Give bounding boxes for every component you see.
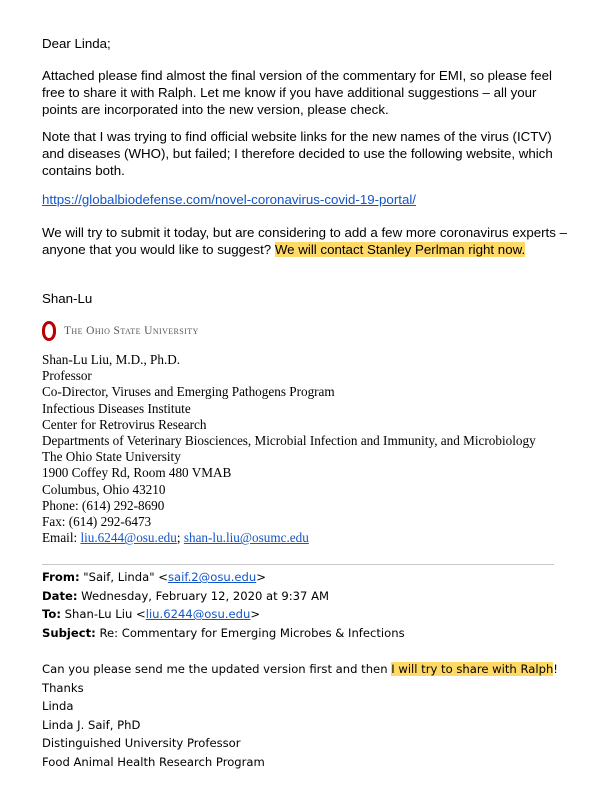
signature-line: Columbus, Ohio 43210: [42, 481, 166, 497]
signature-line: Infectious Diseases Institute: [42, 400, 191, 416]
portal-link[interactable]: https://globalbiodefense.com/novel-coronavirus-covid-19-portal/: [42, 192, 416, 207]
reply-line: Distinguished University Professor: [42, 736, 241, 750]
osu-block-o-icon: [42, 321, 56, 341]
signoff: Shan-Lu: [42, 291, 93, 306]
reply-line: Thanks: [42, 680, 84, 695]
subject-line: Subject: Re: Commentary for Emerging Microbes & Infections: [42, 625, 405, 640]
osu-logo-text: The Ohio State University: [64, 325, 199, 337]
greeting: Dear Linda;: [42, 36, 111, 51]
reply-header: [42, 568, 574, 642]
from-email-link[interactable]: saif.2@osu.edu: [167, 570, 257, 584]
signature-line: Phone: (614) 292-8690: [42, 497, 165, 513]
reply-line: Food Animal Health Research Program: [42, 754, 265, 769]
signature-email-link-osumc[interactable]: shan-lu.liu@osumc.edu: [183, 530, 309, 546]
signature-line: Center for Retrovirus Research: [42, 416, 207, 432]
to-email-link[interactable]: liu.6244@osu.edu: [145, 607, 251, 621]
date-line: Date: Wednesday, February 12, 2020 at 9:37 AM: [42, 588, 330, 603]
signature-email-line: Email: liu.6244@osu.edu; shan-lu.liu@osumc.edu: [42, 530, 309, 546]
paragraph-commentary: Attached please find almost the final version of the commentary for EMI, so please feel free to share it with Ralph. Let me know if you have additional suggestions – all your points are incorporated into the new version, please check.: [42, 68, 552, 117]
osu-logo: [42, 319, 199, 343]
divider: [42, 564, 554, 565]
paragraph-submit: [42, 224, 574, 258]
signature-block: [42, 352, 574, 546]
signature-line: Departments of Veterinary Biosciences, Microbial Infection and Immunity, and Microbiology: [42, 433, 536, 449]
paragraph-website-note: Note that I was trying to find official website links for the new names of the virus (ICTV) and diseases (WHO), but failed; I therefore decided to use the following website, which contains both.: [42, 129, 553, 178]
signature-email-link-osu[interactable]: liu.6244@osu.edu: [80, 530, 177, 546]
signature-line: Professor: [42, 368, 92, 384]
reply-line: Linda: [42, 699, 74, 713]
signature-line: 1900 Coffey Rd, Room 480 VMAB: [42, 465, 232, 481]
highlight-perlman: We will contact Stanley Perlman right now.: [274, 242, 526, 257]
to-line: To: Shan-Lu Liu <liu.6244@osu.edu>: [42, 607, 261, 621]
reply-body: [42, 660, 574, 771]
signature-line: Fax: (614) 292-6473: [42, 514, 152, 530]
signature-line: The Ohio State University: [42, 449, 181, 465]
submit-text: We will try to submit it today, but are considering to add a few more coronavirus experts – anyone that you would like to suggest?: [42, 225, 567, 257]
signature-line: Shan-Lu Liu, M.D., Ph.D.: [42, 352, 181, 367]
signature-line: Co-Director, Viruses and Emerging Pathogens Program: [42, 384, 335, 400]
reply-body-line: Can you please send me the updated version first and then I will try to share with Ralph!: [42, 662, 558, 676]
reply-line: Linda J. Saif, PhD: [42, 717, 141, 732]
from-line: From: "Saif, Linda" <saif.2@osu.edu>: [42, 570, 266, 584]
highlight-ralph: I will try to share with Ralph: [391, 662, 554, 676]
